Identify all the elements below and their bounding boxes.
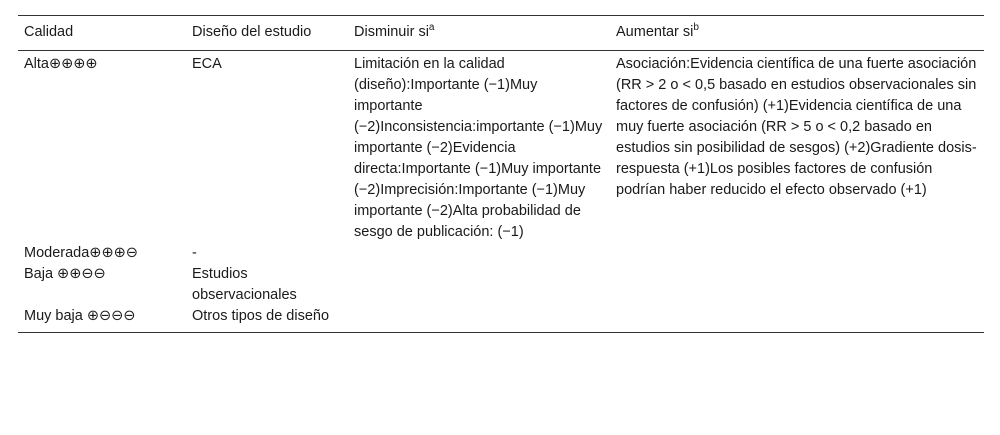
cell-calidad: Baja ⊕⊕⊖⊖ [24,266,106,282]
table-row [18,243,984,264]
table-row [18,51,984,244]
header-aumentar [610,16,984,51]
footnote-marker-a: a [428,22,435,34]
cell-disminuir [348,243,610,264]
cell-diseno: Otros tipos de diseño [186,306,348,333]
cell-disminuir [348,306,610,333]
footnote-marker-b: b [693,22,699,34]
cell-diseno: ECA [192,56,222,72]
cell-aumentar [610,264,984,306]
cell-calidad: Muy baja ⊕⊖⊖⊖ [18,306,186,333]
header-disminuir [348,16,610,51]
cell-aumentar [610,243,984,264]
header-diseno-label: Diseño del estudio [192,24,312,40]
cell-calidad: Alta⊕⊕⊕⊕ [24,56,98,72]
cell-aumentar [610,306,984,333]
header-diseno [186,16,348,51]
cell-disminuir [348,264,610,306]
table-row [18,264,984,306]
table-row [18,306,984,333]
cell-aumentar: Asociación:Evidencia científica de una fuerte asociación (RR > 2 o < 0,5 basado en estudios observacionales sin factores de confusión) (+1)Evidencia científica de una muy fuerte asociación (RR > 5 o < 0,2 basado en estudios sin posibilidad de sesgos) (+2)Gradiente dosis-respuesta (+1)Los posibles factores de confusión podrían haber reducido el efecto observado (+1) [616,56,977,198]
header-calidad [18,16,186,51]
cell-disminuir: Limitación en la calidad (diseño):Importante (−1)Muy importante (−2)Inconsistencia:importante (−1)Muy importante (−2)Evidencia directa:Importante (−1)Muy importante (−2)Imprecisión:Importante (−1)Muy importante (−2)Alta probabilidad de sesgo de publicación: (−1) [354,56,603,240]
table-body [18,51,984,333]
table-header [18,16,984,51]
header-row [18,16,984,51]
cell-diseno: - [192,245,197,261]
header-disminuir-label: Disminuir si [354,24,429,40]
header-calidad-label: Calidad [24,24,74,40]
header-aumentar-label: Aumentar si [616,24,694,40]
cell-diseno: Estudios observacionales [192,266,297,303]
cell-calidad: Moderada⊕⊕⊕⊖ [24,245,138,261]
grade-quality-table [18,15,984,333]
